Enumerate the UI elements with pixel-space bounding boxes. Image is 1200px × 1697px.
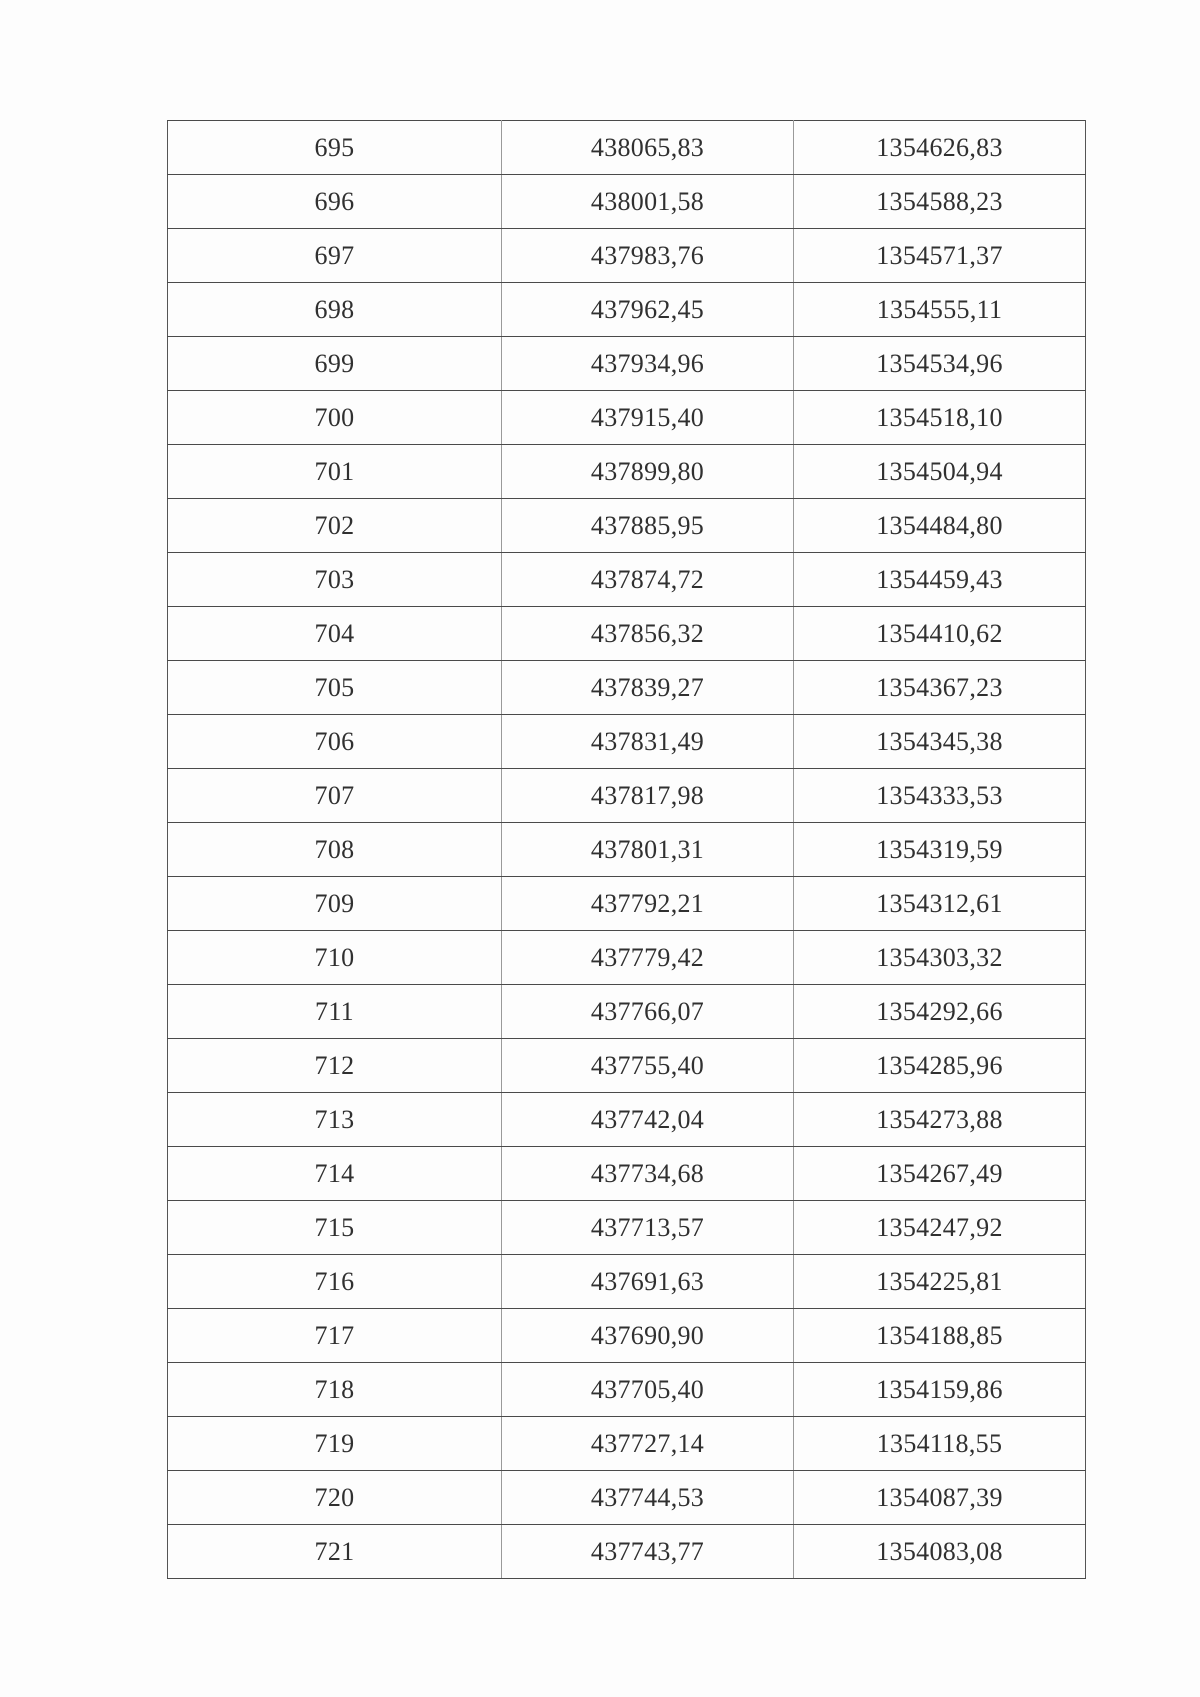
x-coordinate-cell: 437856,32 — [502, 607, 794, 661]
table-row — [168, 877, 1086, 931]
point-number-cell: 715 — [168, 1201, 502, 1255]
table-row — [168, 337, 1086, 391]
point-number-cell: 706 — [168, 715, 502, 769]
y-coordinate-cell: 1354285,96 — [794, 1039, 1086, 1093]
y-coordinate-cell: 1354312,61 — [794, 877, 1086, 931]
x-coordinate-cell: 437839,27 — [502, 661, 794, 715]
point-number-cell: 700 — [168, 391, 502, 445]
point-number-cell: 705 — [168, 661, 502, 715]
y-coordinate-cell: 1354273,88 — [794, 1093, 1086, 1147]
y-coordinate-cell: 1354267,49 — [794, 1147, 1086, 1201]
table-row — [168, 499, 1086, 553]
table-row — [168, 1255, 1086, 1309]
x-coordinate-cell: 437874,72 — [502, 553, 794, 607]
point-number-cell: 701 — [168, 445, 502, 499]
coordinates-table-body — [168, 121, 1086, 1579]
y-coordinate-cell: 1354484,80 — [794, 499, 1086, 553]
y-coordinate-cell: 1354118,55 — [794, 1417, 1086, 1471]
x-coordinate-cell: 437962,45 — [502, 283, 794, 337]
point-number-cell: 711 — [168, 985, 502, 1039]
x-coordinate-cell: 437705,40 — [502, 1363, 794, 1417]
y-coordinate-cell: 1354319,59 — [794, 823, 1086, 877]
table-row — [168, 445, 1086, 499]
table-row — [168, 931, 1086, 985]
table-row — [168, 1363, 1086, 1417]
y-coordinate-cell: 1354333,53 — [794, 769, 1086, 823]
table-row — [168, 607, 1086, 661]
point-number-cell: 710 — [168, 931, 502, 985]
point-number-cell: 697 — [168, 229, 502, 283]
table-row — [168, 769, 1086, 823]
table-row — [168, 1201, 1086, 1255]
point-number-cell: 709 — [168, 877, 502, 931]
point-number-cell: 695 — [168, 121, 502, 175]
x-coordinate-cell: 438065,83 — [502, 121, 794, 175]
table-row — [168, 985, 1086, 1039]
table-row — [168, 823, 1086, 877]
x-coordinate-cell: 437713,57 — [502, 1201, 794, 1255]
y-coordinate-cell: 1354534,96 — [794, 337, 1086, 391]
x-coordinate-cell: 437983,76 — [502, 229, 794, 283]
y-coordinate-cell: 1354410,62 — [794, 607, 1086, 661]
y-coordinate-cell: 1354303,32 — [794, 931, 1086, 985]
y-coordinate-cell: 1354188,85 — [794, 1309, 1086, 1363]
x-coordinate-cell: 437934,96 — [502, 337, 794, 391]
x-coordinate-cell: 437831,49 — [502, 715, 794, 769]
y-coordinate-cell: 1354087,39 — [794, 1471, 1086, 1525]
point-number-cell: 712 — [168, 1039, 502, 1093]
table-row — [168, 1525, 1086, 1579]
x-coordinate-cell: 437766,07 — [502, 985, 794, 1039]
table-row — [168, 1039, 1086, 1093]
y-coordinate-cell: 1354571,37 — [794, 229, 1086, 283]
point-number-cell: 696 — [168, 175, 502, 229]
y-coordinate-cell: 1354292,66 — [794, 985, 1086, 1039]
x-coordinate-cell: 437915,40 — [502, 391, 794, 445]
table-row — [168, 1309, 1086, 1363]
x-coordinate-cell: 437755,40 — [502, 1039, 794, 1093]
x-coordinate-cell: 437690,90 — [502, 1309, 794, 1363]
x-coordinate-cell: 437691,63 — [502, 1255, 794, 1309]
table-row — [168, 391, 1086, 445]
table-row — [168, 1417, 1086, 1471]
y-coordinate-cell: 1354555,11 — [794, 283, 1086, 337]
table-row — [168, 175, 1086, 229]
point-number-cell: 704 — [168, 607, 502, 661]
table-row — [168, 715, 1086, 769]
point-number-cell: 721 — [168, 1525, 502, 1579]
point-number-cell: 720 — [168, 1471, 502, 1525]
x-coordinate-cell: 437742,04 — [502, 1093, 794, 1147]
y-coordinate-cell: 1354247,92 — [794, 1201, 1086, 1255]
y-coordinate-cell: 1354367,23 — [794, 661, 1086, 715]
x-coordinate-cell: 437817,98 — [502, 769, 794, 823]
y-coordinate-cell: 1354459,43 — [794, 553, 1086, 607]
x-coordinate-cell: 437899,80 — [502, 445, 794, 499]
point-number-cell: 713 — [168, 1093, 502, 1147]
table-row — [168, 553, 1086, 607]
y-coordinate-cell: 1354345,38 — [794, 715, 1086, 769]
point-number-cell: 716 — [168, 1255, 502, 1309]
coordinates-table — [167, 120, 1086, 1579]
x-coordinate-cell: 437743,77 — [502, 1525, 794, 1579]
y-coordinate-cell: 1354159,86 — [794, 1363, 1086, 1417]
x-coordinate-cell: 438001,58 — [502, 175, 794, 229]
table-row — [168, 661, 1086, 715]
point-number-cell: 702 — [168, 499, 502, 553]
y-coordinate-cell: 1354518,10 — [794, 391, 1086, 445]
y-coordinate-cell: 1354588,23 — [794, 175, 1086, 229]
point-number-cell: 708 — [168, 823, 502, 877]
point-number-cell: 718 — [168, 1363, 502, 1417]
x-coordinate-cell: 437727,14 — [502, 1417, 794, 1471]
y-coordinate-cell: 1354504,94 — [794, 445, 1086, 499]
point-number-cell: 699 — [168, 337, 502, 391]
x-coordinate-cell: 437792,21 — [502, 877, 794, 931]
table-row — [168, 1093, 1086, 1147]
point-number-cell: 707 — [168, 769, 502, 823]
x-coordinate-cell: 437779,42 — [502, 931, 794, 985]
y-coordinate-cell: 1354626,83 — [794, 121, 1086, 175]
table-row — [168, 229, 1086, 283]
x-coordinate-cell: 437734,68 — [502, 1147, 794, 1201]
point-number-cell: 698 — [168, 283, 502, 337]
point-number-cell: 703 — [168, 553, 502, 607]
table-row — [168, 1471, 1086, 1525]
table-row — [168, 1147, 1086, 1201]
x-coordinate-cell: 437744,53 — [502, 1471, 794, 1525]
x-coordinate-cell: 437801,31 — [502, 823, 794, 877]
y-coordinate-cell: 1354225,81 — [794, 1255, 1086, 1309]
point-number-cell: 714 — [168, 1147, 502, 1201]
y-coordinate-cell: 1354083,08 — [794, 1525, 1086, 1579]
x-coordinate-cell: 437885,95 — [502, 499, 794, 553]
table-row — [168, 121, 1086, 175]
point-number-cell: 717 — [168, 1309, 502, 1363]
table-row — [168, 283, 1086, 337]
point-number-cell: 719 — [168, 1417, 502, 1471]
